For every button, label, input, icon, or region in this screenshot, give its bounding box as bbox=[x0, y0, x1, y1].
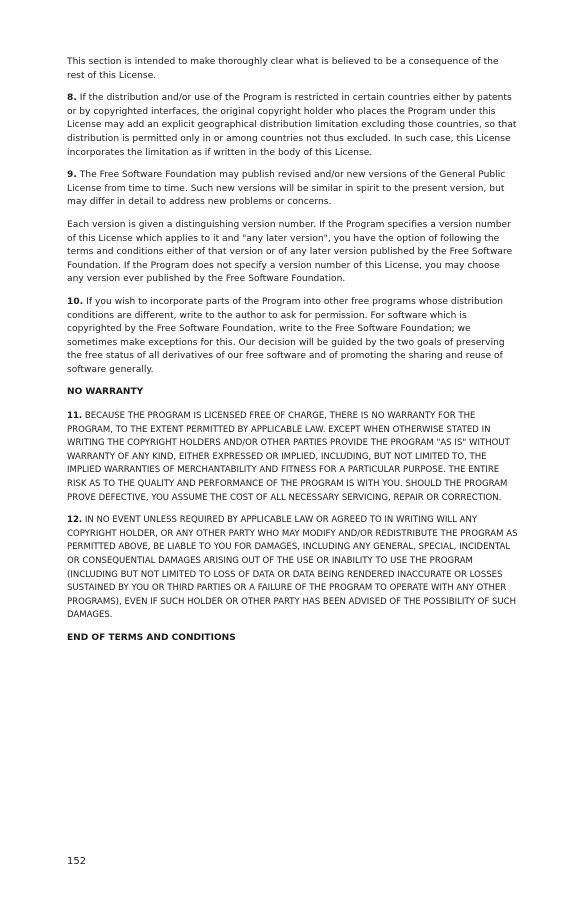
section-8 bbox=[67, 92, 518, 160]
section-10 bbox=[67, 296, 518, 378]
section-9 bbox=[67, 169, 518, 210]
section-12 bbox=[67, 514, 518, 623]
section-7-text: This section is intended to make thoroughly clear what is believed to be a consequence of the rest of this License. bbox=[67, 57, 499, 81]
section-9-versions bbox=[67, 219, 518, 287]
section-11-text: BECAUSE THE PROGRAM IS LICENSED FREE OF CHARGE, THERE IS NO WARRANTY FOR THE PROGRAM, TO THE EXTENT PERMITTED BY APPLICABLE LAW. EXCEPT WHEN OTHERWISE STATED IN WRITING THE COPYRIGHT HOLDERS AND/OR OTHER PARTIES PROVIDE THE PROGRAM "AS IS" WITHOUT WARRANTY OF ANY KIND, EITHER EXPRESSED OR IMPLIED, INCLUDING, BUT NOT LIMITED TO, THE IMPLIED WARRANTIES OF MERCHANTABILITY AND FITNESS FOR A PARTICULAR PURPOSE. THE ENTIRE RISK AS TO THE QUALITY AND PERFORMANCE OF THE PROGRAM IS WITH YOU. SHOULD THE PROGRAM PROVE DEFECTIVE, YOU ASSUME THE COST OF ALL NECESSARY SERVICING, REPAIR OR CORRECTION. bbox=[67, 411, 510, 503]
section-11 bbox=[67, 410, 518, 505]
section-9-number: 9. bbox=[67, 170, 77, 181]
section-8-number: 8. bbox=[67, 93, 77, 104]
section-10-text: If you wish to incorporate parts of the Program into other free programs whose distribution conditions are different, write to the author to ask for permission. For software which is copyrighted by the Free Software Foundation, write to the Free Software Foundation; we sometimes make exceptions for this. Our decision will be guided by the two goals of preserving the free status of all derivatives of our free software and of promoting the sharing and reuse of software generally. bbox=[67, 296, 505, 375]
section-10-number: 10. bbox=[67, 296, 84, 307]
section-7-conclusion bbox=[67, 56, 518, 83]
section-9-text: The Free Software Foundation may publish revised and/or new versions of the General Public License from time to time. Such new versions will be similar in spirit to the present version, but may differ in detail to address new problems or concerns. bbox=[67, 170, 506, 208]
end-of-terms-heading: END OF TERMS AND CONDITIONS bbox=[67, 632, 236, 643]
no-warranty-heading: NO WARRANTY bbox=[67, 387, 144, 398]
section-11-number: 11. bbox=[67, 411, 83, 422]
section-8-text: If the distribution and/or use of the Program is restricted in certain countries either by patents or by copyrighted interfaces, the original copyright holder who places the Program under this License may add an explicit geographical distribution limitation excluding those countries, so that distribution is permitted only in or among countries not thus excluded. In such case, this License incorporates the limitation as if written in the body of this License. bbox=[67, 93, 517, 158]
page-number: 152 bbox=[67, 856, 87, 867]
page-body bbox=[67, 56, 518, 656]
section-12-number: 12. bbox=[67, 515, 83, 526]
section-9-versions-text: Each version is given a distinguishing version number. If the Program specifies a version number of this License which applies to it and "any later version", you have the option of following the terms and conditions either of that version or of any later version published by the Free Software Foundation. If the Program does not specify a version number of this License, you may choose any version ever published by the Free Software Foundation. bbox=[67, 219, 513, 285]
section-12-text: IN NO EVENT UNLESS REQUIRED BY APPLICABLE LAW OR AGREED TO IN WRITING WILL ANY COPYRIGHT HOLDER, OR ANY OTHER PARTY WHO MAY MODIFY AND/OR REDISTRIBUTE THE PROGRAM AS PERMITTED ABOVE, BE LIABLE TO YOU FOR DAMAGES, INCLUDING ANY GENERAL, SPECIAL, INCIDENTAL OR CONSEQUENTIAL DAMAGES ARISING OUT OF THE USE OR INABILITY TO USE THE PROGRAM (INCLUDING BUT NOT LIMITED TO LOSS OF DATA OR DATA BEING RENDERED INACCURATE OR LOSSES SUSTAINED BY YOU OR THIRD PARTIES OR A FAILURE OF THE PROGRAM TO OPERATE WITH ANY OTHER PROGRAMS), EVEN IF SUCH HOLDER OR OTHER PARTY HAS BEEN ADVISED OF THE POSSIBILITY OF SUCH DAMAGES. bbox=[67, 515, 518, 621]
